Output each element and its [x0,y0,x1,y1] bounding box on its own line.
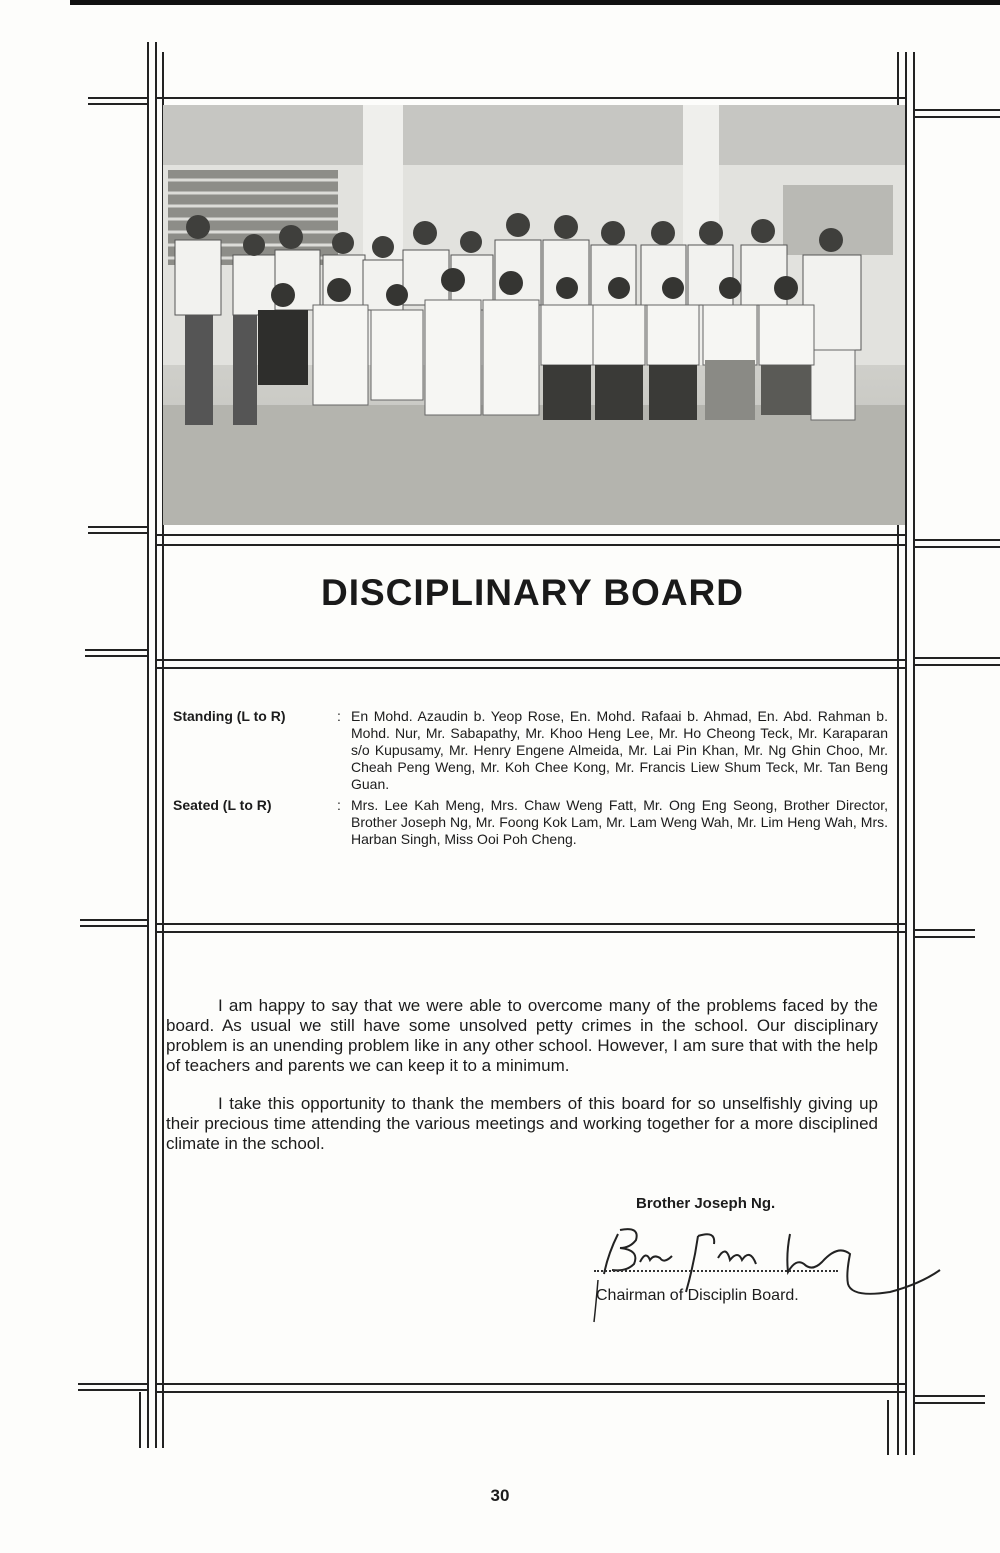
members-names: En Mohd. Azaudin b. Yeop Rose, En. Mohd. Rafaai b. Ahmad, En. Abd. Rahman b. Mohd. Nur, Mr. Sabapathy, Mr. Khoo Heng Lee, Mr. Ho Cheong Teck, Mr. Karaparan s/o Kupusamy, Mr. Henry Engene Almeida, Mr. Lai Pin Khan, Mr. Ng Ghin Choo, Mr. Cheah Peng Weng, Mr. Koh Chee Kong, Mr. Francis Liew Shum Teck, Mr. Tan Beng Guan. [351,708,888,792]
page-title: DISCIPLINARY BOARD [321,572,744,613]
message-paragraph: I take this opportunity to thank the members of this board for so unselfishly giving up their precious time attending the various meetings and working together for a more disciplined climate in the school. [166,1094,878,1153]
members-row-seated [173,797,888,848]
members-colon: : [337,708,341,724]
members-colon: : [337,797,341,813]
members-label: Standing (L to R) [173,708,286,724]
members-names: Mrs. Lee Kah Meng, Mrs. Chaw Weng Fatt, Mr. Ong Eng Seong, Brother Director, Brother Joseph Ng, Mr. Foong Kok Lam, Mr. Lam Weng Wah, Mr. Lim Heng Wah, Mrs. Harban Singh, Miss Ooi Poh Cheng. [351,797,888,847]
members-row-standing [173,708,888,793]
group-photo [163,105,905,525]
signature-icon [590,1214,950,1324]
page-number: 30 [490,1486,510,1505]
group-photo-icon [163,105,905,525]
author-role: Chairman of Disciplin Board. [596,1287,799,1304]
signature-line [594,1270,838,1272]
members-list [173,708,888,848]
message-paragraph: I am happy to say that we were able to overcome many of the problems faced by the board. As usual we still have some unsolved petty crimes in the school. Our disciplinary problem is an unending problem like in any other school. However, I am sure that with the help of teachers and parents we can keep it to a minimum. [166,996,878,1075]
members-label: Seated (L to R) [173,797,272,813]
author-name: Brother Joseph Ng. [636,1195,776,1212]
chairman-message [166,996,878,1172]
